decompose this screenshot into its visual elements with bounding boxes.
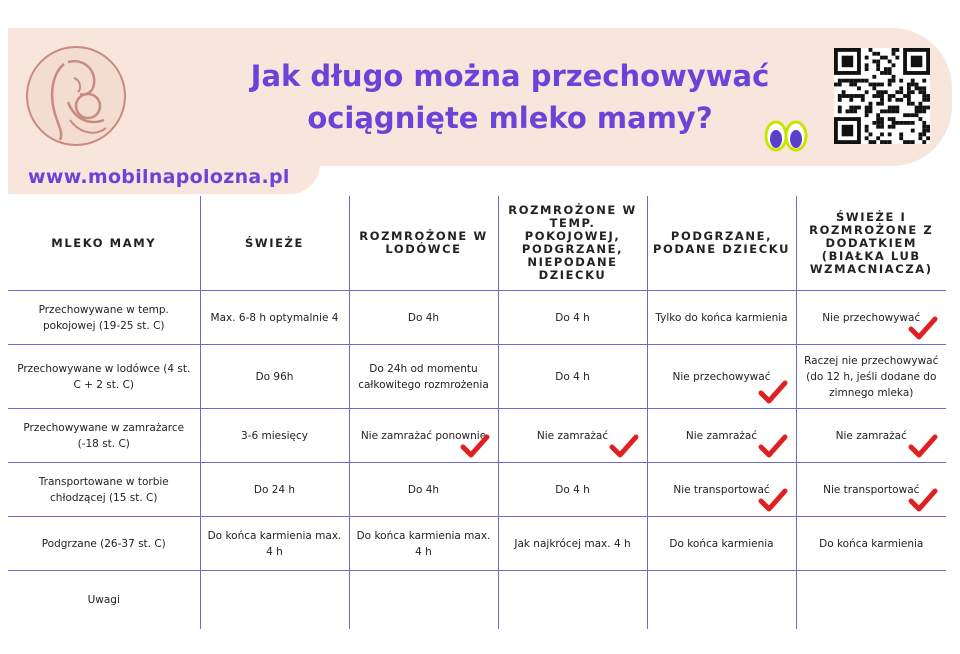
header-with-fortifier: ŚWIEŻE I ROZMROŻONE Z DODATKIEM (BIAŁKA LUB WZMACNIACZA) xyxy=(796,196,946,291)
mother-baby-logo-icon xyxy=(24,44,128,148)
table-cell xyxy=(647,571,796,629)
table-cell xyxy=(349,345,498,409)
cell-text: Do 4 h xyxy=(555,311,590,324)
table-cell xyxy=(796,345,946,409)
cell-text: Jak najkrócej max. 4 h xyxy=(514,537,631,550)
website-url[interactable]: www.mobilnapolozna.pl xyxy=(28,166,290,188)
cell-text: Max. 6-8 h optymalnie 4 xyxy=(210,311,339,324)
table-cell xyxy=(200,463,349,517)
header-milk-type: MLEKO MAMY xyxy=(8,196,200,291)
table-cell xyxy=(796,517,946,571)
row-label: Przechowywane w lodówce (4 st. C + 2 st. C) xyxy=(8,345,200,409)
cell-text: Nie transportować xyxy=(673,483,770,496)
table-cell xyxy=(647,463,796,517)
table-cell xyxy=(498,571,647,629)
table-cell xyxy=(200,409,349,463)
cell-text: Nie zamrażać ponownie xyxy=(360,429,487,442)
eyes-emoji-icon xyxy=(764,120,808,152)
cell-text: Nie zamrażać xyxy=(685,429,758,442)
cell-text: Tylko do końca karmienia xyxy=(655,311,788,324)
cell-text: Nie przechowywać xyxy=(822,311,921,324)
cell-text: Do 4 h xyxy=(555,370,590,383)
cell-text: Nie przechowywać xyxy=(672,370,771,383)
checkmark-icon xyxy=(609,434,639,458)
cell-text: 3-6 miesięcy xyxy=(241,429,308,442)
row-label: Przechowywane w temp. pokojowej (19-25 st. C) xyxy=(8,291,200,345)
row-label: Transportowane w torbie chłodzącej (15 st. C) xyxy=(8,463,200,517)
table-row xyxy=(8,463,946,517)
table-cell xyxy=(647,517,796,571)
table-cell xyxy=(796,291,946,345)
cell-text: Do 4 h xyxy=(555,483,590,496)
cell-text: Raczej nie przechowywać (do 12 h, jeśli dodane do zimnego mleka) xyxy=(804,354,939,399)
table-cell xyxy=(349,463,498,517)
page-title xyxy=(190,55,830,139)
checkmark-icon xyxy=(758,434,788,458)
header-fresh: ŚWIEŻE xyxy=(200,196,349,291)
table-row xyxy=(8,409,946,463)
table-cell xyxy=(349,409,498,463)
table-cell xyxy=(647,291,796,345)
table-cell xyxy=(498,463,647,517)
table-cell xyxy=(349,517,498,571)
checkmark-icon xyxy=(908,488,938,512)
cell-text: Do końca karmienia max. 4 h xyxy=(207,529,342,558)
table-cell xyxy=(796,463,946,517)
storage-table xyxy=(8,196,946,629)
header-thawed-fridge: ROZMROŻONE W LODÓWCE xyxy=(349,196,498,291)
cell-text: Do końca karmienia xyxy=(669,537,774,550)
table-cell xyxy=(498,291,647,345)
cell-text: Do 24h od momentu całkowitego rozmrożenia xyxy=(358,362,489,391)
title-line-1: Jak długo można przechowywać xyxy=(250,59,770,93)
cell-text: Nie transportować xyxy=(823,483,920,496)
title-line-2: ociągnięte mleko mamy? xyxy=(307,101,713,135)
cell-text: Nie zamrażać xyxy=(536,429,609,442)
table-header-row xyxy=(8,196,946,291)
table-cell xyxy=(200,291,349,345)
cell-text: Do 4h xyxy=(407,311,440,324)
table-cell xyxy=(200,517,349,571)
table-cell xyxy=(498,409,647,463)
checkmark-icon xyxy=(758,380,788,404)
cell-text: Do końca karmienia xyxy=(819,537,924,550)
table-cell xyxy=(349,291,498,345)
table-cell xyxy=(796,571,946,629)
table-row xyxy=(8,571,946,629)
cell-text: Do 4h xyxy=(407,483,440,496)
row-label: Przechowywane w zamrażarce (-18 st. C) xyxy=(8,409,200,463)
table-cell xyxy=(647,345,796,409)
row-label: Uwagi xyxy=(8,571,200,629)
table-cell xyxy=(349,571,498,629)
table-row xyxy=(8,291,946,345)
table-row xyxy=(8,345,946,409)
table-cell xyxy=(200,571,349,629)
header-thawed-room-temp: ROZMROŻONE W TEMP. POKOJOWEJ, PODGRZANE, NIEPODANE DZIECKU xyxy=(498,196,647,291)
cell-text: Do końca karmienia max. 4 h xyxy=(356,529,491,558)
table-cell xyxy=(498,517,647,571)
checkmark-icon xyxy=(908,316,938,340)
table-cell xyxy=(796,409,946,463)
qr-code-icon xyxy=(834,48,930,144)
table-row xyxy=(8,517,946,571)
cell-text: Do 24 h xyxy=(253,483,296,496)
row-label: Podgrzane (26-37 st. C) xyxy=(8,517,200,571)
checkmark-icon xyxy=(908,434,938,458)
table-cell xyxy=(647,409,796,463)
table-cell xyxy=(200,345,349,409)
header-heated-served: PODGRZANE, PODANE DZIECKU xyxy=(647,196,796,291)
checkmark-icon xyxy=(758,488,788,512)
cell-text: Nie zamrażać xyxy=(835,429,907,442)
cell-text: Do 96h xyxy=(255,370,294,383)
table-cell xyxy=(498,345,647,409)
checkmark-icon xyxy=(460,434,490,458)
